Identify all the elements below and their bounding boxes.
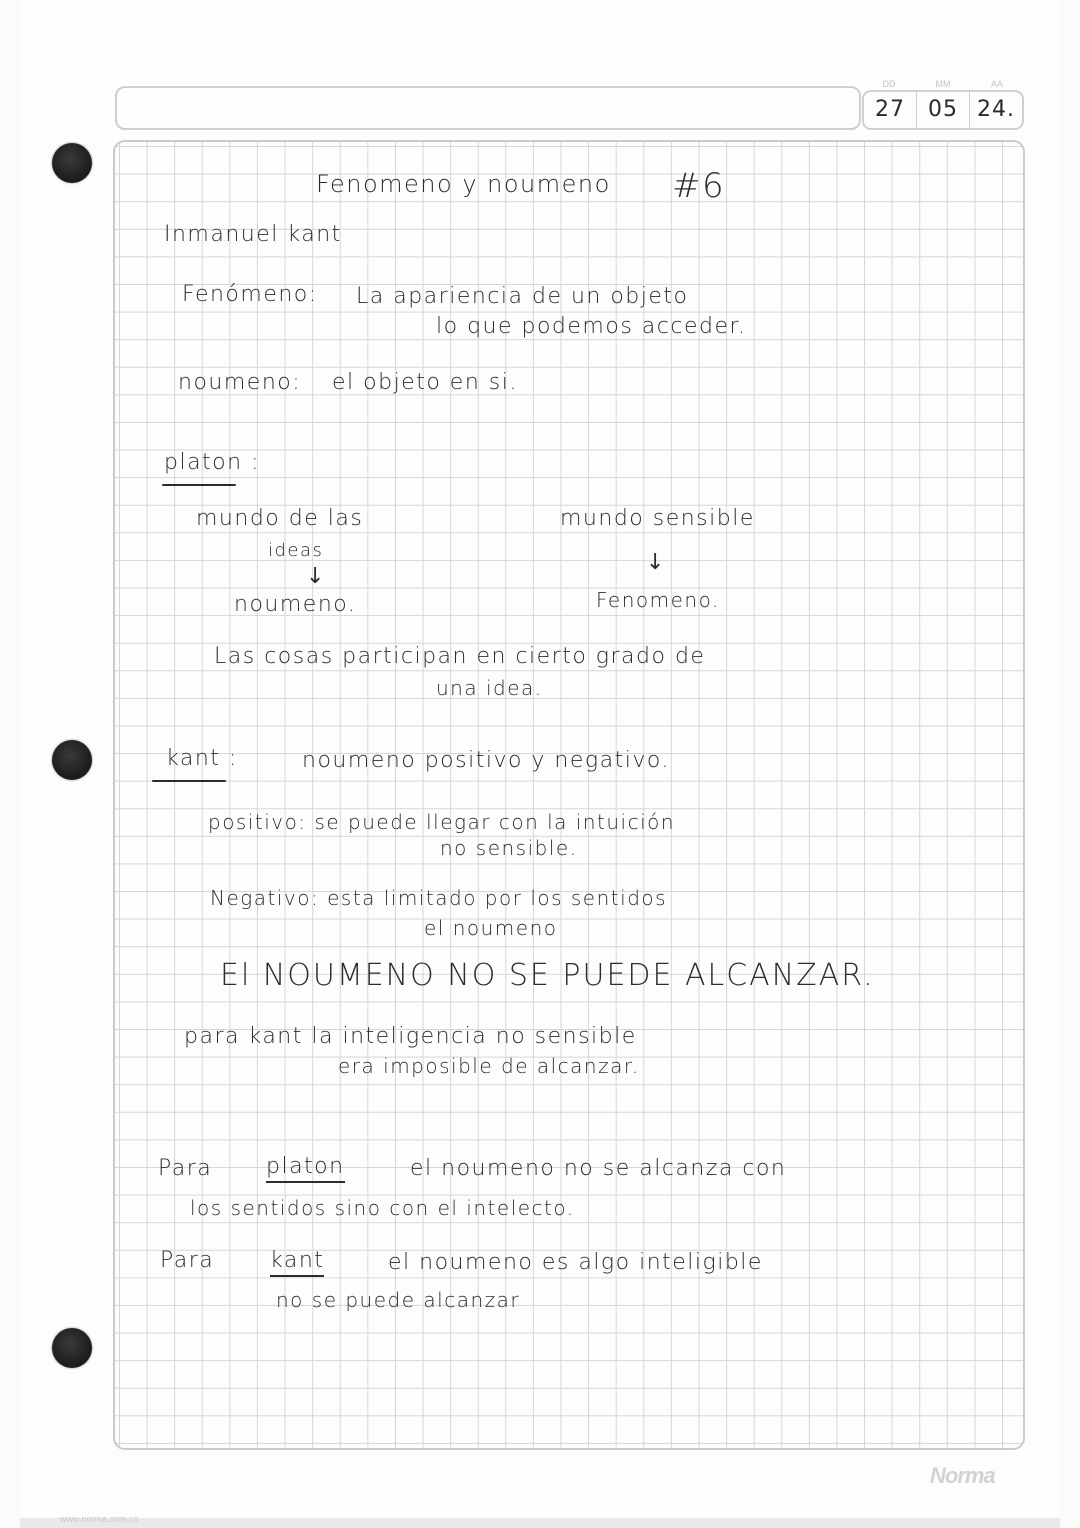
date-label-year: AA <box>990 79 1003 89</box>
inteligencia-line2: era imposible de alcanzar. <box>338 1054 640 1078</box>
fenomeno-definition-line2: lo que podemos acceder. <box>436 314 747 339</box>
arrow-down-icon: ↓ <box>646 550 665 575</box>
inteligencia-line1: para kant la inteligencia no sensible <box>184 1024 637 1049</box>
binder-hole-middle <box>52 740 92 780</box>
date-field <box>862 78 1024 130</box>
negativo-line1: Negativo: esta limitado por los sentidos <box>210 886 668 910</box>
mundo-ideas-sublabel: ideas <box>268 540 324 561</box>
date-label-month: MM <box>935 79 951 89</box>
date-labels <box>862 78 1024 90</box>
comparison-platon-name: platon <box>266 1154 345 1183</box>
comparison-platon-line1: el noumeno no se alcanza con <box>410 1156 787 1181</box>
comparison-kant-line2: no se puede alcanzar <box>276 1288 521 1312</box>
binder-hole-top <box>52 143 92 183</box>
author-name: Inmanuel kant <box>164 222 342 247</box>
noumeno-label: noumeno: <box>178 370 302 395</box>
fenomeno-definition-line1: La apariencia de un objeto <box>356 284 689 309</box>
note-number: #6 <box>672 166 726 206</box>
participation-line1: Las cosas participan en cierto grado de <box>214 644 706 669</box>
kant-heading-underline <box>152 780 226 782</box>
mundo-ideas-label: mundo de las <box>196 506 364 531</box>
participation-line2: una idea. <box>436 676 543 700</box>
binder-hole-bottom <box>52 1328 92 1368</box>
date-month: 05 <box>916 92 969 128</box>
comparison-platon-line2: los sentidos sino con el intelecto. <box>190 1196 575 1220</box>
comparison-kant-line1: el noumeno es algo inteligible <box>388 1250 763 1275</box>
date-label-day: DD <box>882 79 896 89</box>
kant-heading: kant : <box>166 746 238 771</box>
noumeno-definition: el objeto en si. <box>332 370 518 395</box>
fenomeno-label: Fenómeno: <box>182 282 318 307</box>
noumeno-emphasis: El NOUMENO NO SE PUEDE ALCANZAR. <box>220 958 875 993</box>
date-year: 24. <box>969 92 1022 128</box>
comparison-kant-prefix: Para <box>160 1248 215 1273</box>
note-title: Fenomeno y noumeno <box>316 170 611 198</box>
page-edge <box>20 1518 1060 1528</box>
negativo-line2: el noumeno <box>424 916 558 940</box>
arrow-down-icon: ↓ <box>306 564 325 589</box>
comparison-platon-prefix: Para <box>158 1156 213 1181</box>
date-box <box>862 90 1024 130</box>
fenomeno-result: Fenomeno. <box>596 588 720 612</box>
kant-noumeno-types: noumeno positivo y negativo. <box>302 748 670 773</box>
platon-heading-underline <box>162 484 236 486</box>
notebook-brand-logo: Norma <box>930 1463 995 1488</box>
positivo-line2: no sensible. <box>440 836 578 860</box>
mundo-sensible-label: mundo sensible <box>560 506 755 531</box>
platon-heading: platon : <box>164 450 260 475</box>
page-title-field <box>115 86 861 130</box>
noumeno-result: noumeno. <box>234 592 357 617</box>
comparison-kant-name: kant <box>270 1248 324 1277</box>
footer-print: www.norma.com.co <box>60 1514 139 1524</box>
positivo-line1: positivo: se puede llegar con la intuición <box>208 810 676 834</box>
date-day: 27 <box>875 97 905 122</box>
